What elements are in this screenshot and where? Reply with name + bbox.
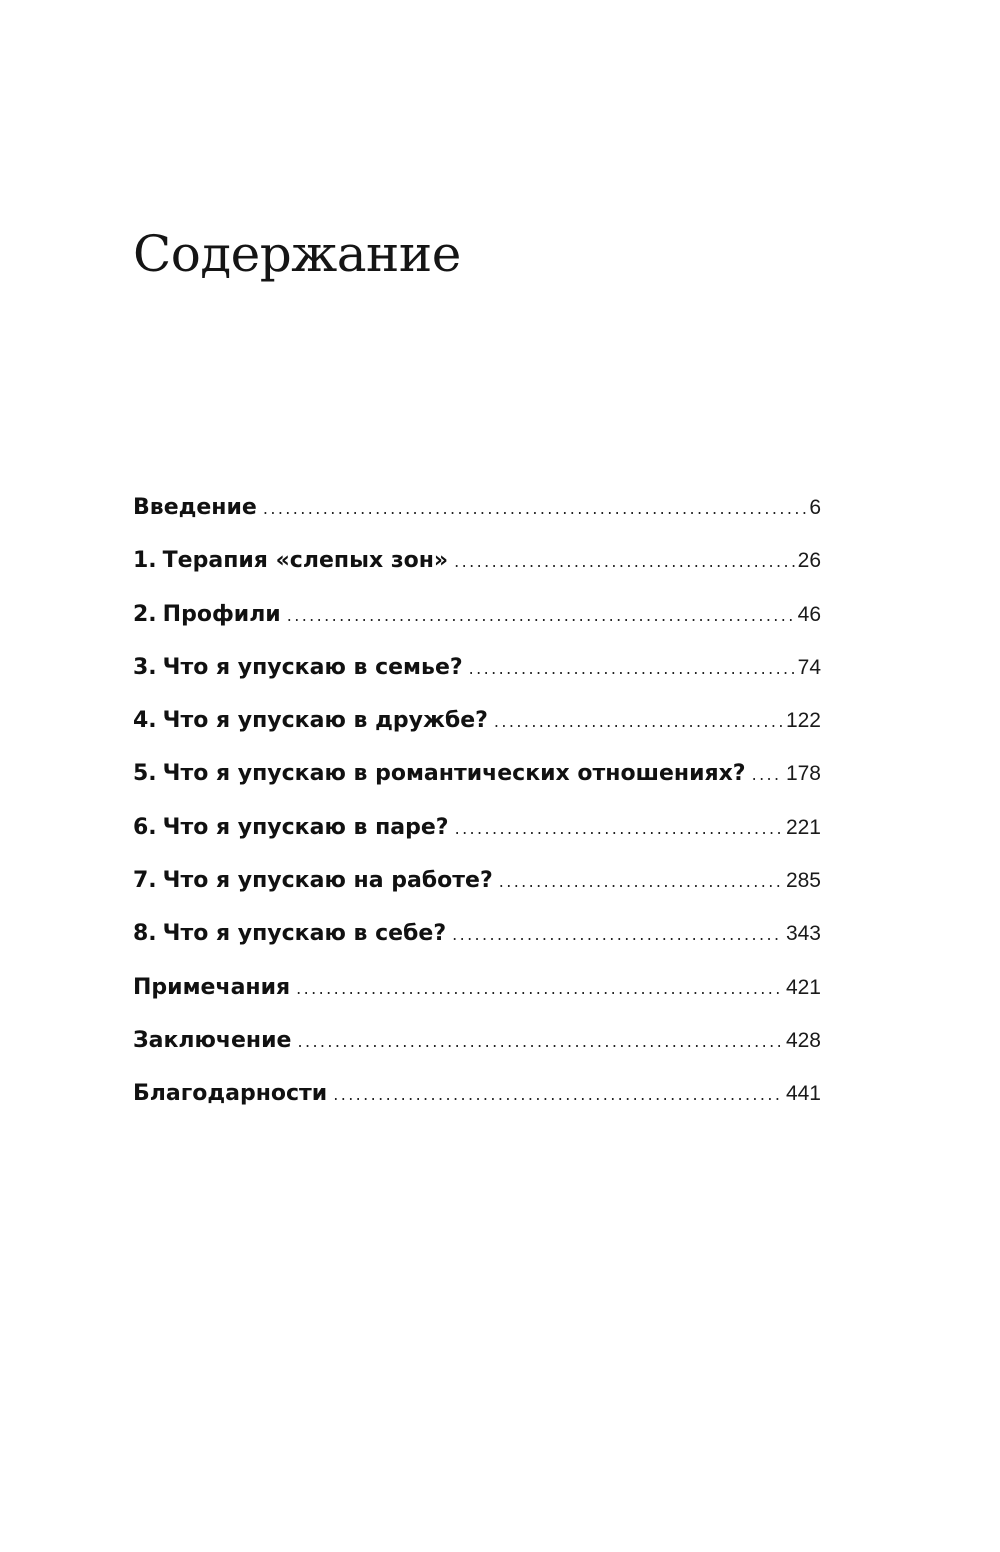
toc-entry-chapter-6 (133, 808, 821, 861)
toc-entry-page-number: 46 (797, 602, 821, 626)
toc-entry-page-number: 285 (785, 869, 821, 893)
toc-entry-page-number: 343 (785, 922, 821, 946)
toc-entry-label: Введение (133, 495, 257, 520)
dot-leader (499, 862, 783, 902)
toc-entry-number: 8. (133, 921, 157, 947)
toc-entry-number: 5. (133, 761, 157, 787)
dot-leader (296, 969, 783, 1009)
toc-entry-chapter-1 (133, 541, 821, 594)
toc-entry-number: 2. (133, 601, 157, 627)
toc-entry-chapter-4 (133, 701, 821, 754)
toc-entry-page-number: 441 (785, 1082, 821, 1106)
toc-entry-label: Профили (162, 601, 281, 627)
toc-entry-introduction (133, 488, 821, 541)
toc-entry-page-number: 74 (797, 655, 821, 679)
toc-entry-label: Что я упускаю в семье? (162, 654, 463, 680)
toc-entry-page-number: 221 (785, 815, 821, 839)
dot-leader (455, 809, 783, 849)
toc-entry-page-number: 6 (809, 496, 821, 519)
toc-entry-label: Примечания (133, 974, 291, 1000)
toc-entry-conclusion (133, 1021, 821, 1074)
table-of-contents (133, 488, 821, 1128)
toc-entry-page-number: 178 (785, 762, 821, 786)
dot-leader (287, 596, 795, 636)
toc-entry-label: Что я упускаю в паре? (162, 814, 449, 840)
toc-entry-acknowledgements (133, 1074, 821, 1127)
toc-entry-label: Заключение (133, 1027, 292, 1053)
toc-entry-page-number: 26 (797, 549, 821, 573)
toc-entry-page-number: 421 (785, 975, 821, 999)
toc-entry-number: 4. (133, 708, 157, 734)
toc-entry-number: 6. (133, 814, 157, 840)
toc-entry-label: Что я упускаю в дружбе? (162, 708, 488, 734)
dot-leader (752, 755, 783, 795)
dot-leader (469, 649, 795, 689)
toc-entry-label: Что я упускаю в романтических отношениях? (162, 761, 746, 787)
dot-leader (297, 1022, 782, 1062)
page-title: Содержание (133, 225, 461, 283)
toc-entry-number: 7. (133, 868, 157, 894)
toc-entry-chapter-5 (133, 754, 821, 807)
dot-leader (263, 489, 806, 529)
toc-entry-chapter-8 (133, 914, 821, 967)
toc-entry-page-number: 428 (785, 1028, 821, 1052)
dot-leader (333, 1075, 783, 1115)
toc-entry-label: Что я упускаю на работе? (162, 868, 493, 894)
toc-entry-number: 3. (133, 654, 157, 680)
toc-entry-chapter-2 (133, 595, 821, 648)
toc-entry-label: Терапия «слепых зон» (162, 548, 449, 574)
toc-entry-page-number: 122 (785, 709, 821, 733)
toc-entry-chapter-7 (133, 861, 821, 914)
dot-leader (494, 702, 783, 742)
toc-entry-label: Благодарности (133, 1081, 328, 1107)
toc-entry-chapter-3 (133, 648, 821, 701)
dot-leader (454, 542, 795, 582)
dot-leader (452, 915, 783, 955)
toc-entry-notes (133, 968, 821, 1021)
toc-entry-number: 1. (133, 548, 157, 574)
toc-entry-label: Что я упускаю в себе? (162, 921, 447, 947)
